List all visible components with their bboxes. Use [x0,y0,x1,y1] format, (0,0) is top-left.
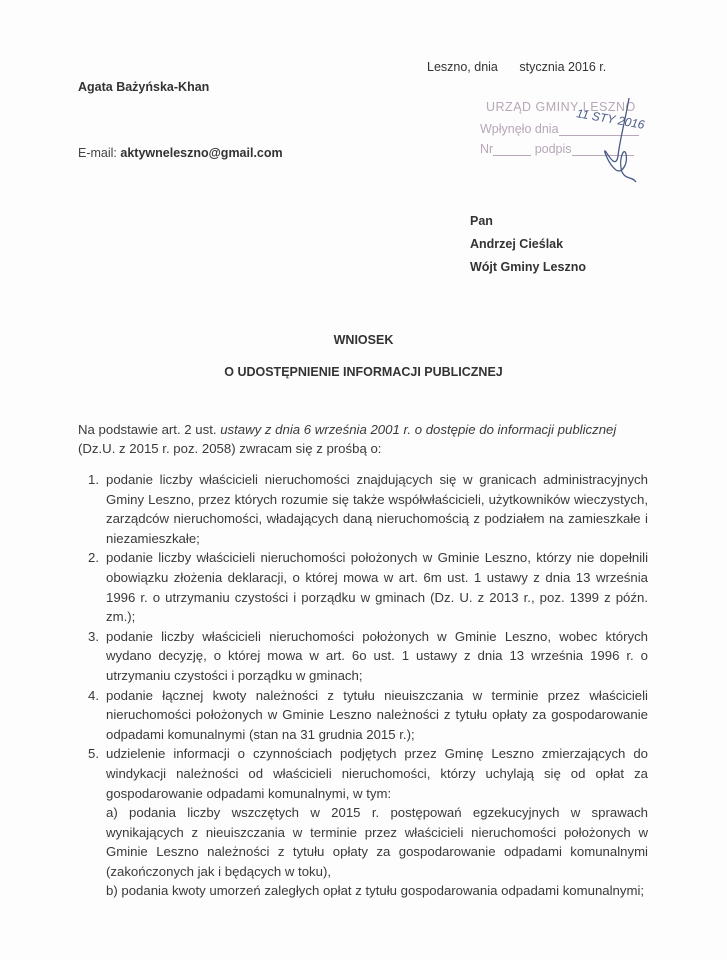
request-list [78,470,648,901]
list-item-number: 3. [88,628,99,644]
sender-name: Agata Bażyńska-Khan [78,80,210,94]
handwritten-signature [480,98,660,188]
recipient-title: Wójt Gminy Leszno [470,260,586,274]
sender-email-line [78,146,283,160]
list-item [78,548,648,626]
stamp-received-label: Wpłynęło dnia [480,122,559,136]
document-title: WNIOSEK [333,333,394,347]
stamp-office: URZĄD GMINY LESZNO [486,100,636,114]
list-item-number: 4. [88,687,99,703]
list-item [78,470,648,548]
list-item-text: udzielenie informacji o czynnościach podjętych przez Gminę Leszno zmierzających do windykacji należności od właścicieli nieruchomości, którzy uchylają się od opłat za gospodarowanie odpadami komunalnymi, w tym: [106,746,648,801]
email-address[interactable]: aktywneleszno@gmail.com [120,146,283,160]
recipient-block [470,210,586,279]
list-item-text: podanie liczby właścicieli nieruchomości położonych w Gminie Leszno, którzy nie dopełnili obowiązku złożenia deklaracji, o której mowa w art. 6m ust. 1 ustawy z dnia 13 września 1996 r. o utrzymaniu czystości i porządku w gminach (Dz. U. z 2013 r., poz. 1399 z późn. zm.); [106,550,648,625]
stamp-number-label: Nr [480,142,494,156]
list-item-number: 1. [88,472,99,487]
list-item-number: 5. [88,746,99,762]
stamp-handwritten-date: 11 STY 2016 [575,106,646,132]
received-stamp [480,98,660,188]
intro-text-1: Na podstawie art. 2 ust. [78,422,221,437]
list-item-number: 2. [88,550,99,566]
list-item [78,744,648,901]
sub-item-b: b) podania kwoty umorzeń zaległych opłat z tytułu gospodarowania odpadami komunalnymi; [106,883,645,899]
document-subtitle: O UDOSTĘPNIENIE INFORMACJI PUBLICZNEJ [224,365,503,379]
date-text: stycznia 2016 r. [519,60,607,74]
place-date [427,60,606,74]
list-item [78,686,648,745]
recipient-name: Andrzej Cieślak [470,237,564,251]
intro-paragraph [78,420,638,458]
stamp-signature-label: podpis [534,142,572,156]
list-item [78,627,648,686]
list-item-text: podanie liczby właścicieli nieruchomości znajdujących się w granicach administracyjnych Gminy Leszno, przez których rozumie się także współwłaścicieli, użytkowników wieczystych, zarządców nieruchomości, władających daną nieruchomością z podziałem na zamieszkałe i niezamieszkałe; [106,472,648,546]
place-label: Leszno, dnia [427,60,498,74]
email-label: E-mail: [78,146,117,160]
list-item-text: podanie liczby właścicieli nieruchomości położonych w Gminie Leszno, wobec których wydano decyzję, o której mowa w art. 6o ust. 1 ustawy z dnia 13 września 1996 r. o utrzymaniu czystości i porządku w gminach; [106,628,648,683]
intro-text-2: (Dz.U. z 2015 r. poz. 2058) zwracam się z prośbą o: [78,441,382,456]
recipient-salutation: Pan [470,214,493,228]
intro-law-title: ustawy z dnia 6 września 2001 r. o dostępie do informacji publicznej [220,422,617,437]
sub-item-a: a) podania liczby wszczętych w 2015 r. postępowań egzekucyjnych w sprawach wynikających z nieuiszczania w terminie przez właścicieli nieruchomości położonych w Gminie Leszno należności z tytułu opłaty za gospodarowanie odpadami komunalnymi (zakończonych jak i będących w toku), [106,805,648,879]
list-item-text: podanie łącznej kwoty należności z tytułu nieuiszczania w terminie przez właścicieli nieruchomości położonych w Gminie Leszno należności z tytułu opłaty za gospodarowanie odpadami komunalnymi (stan na 31 grudnia 2015 r.); [106,687,648,742]
